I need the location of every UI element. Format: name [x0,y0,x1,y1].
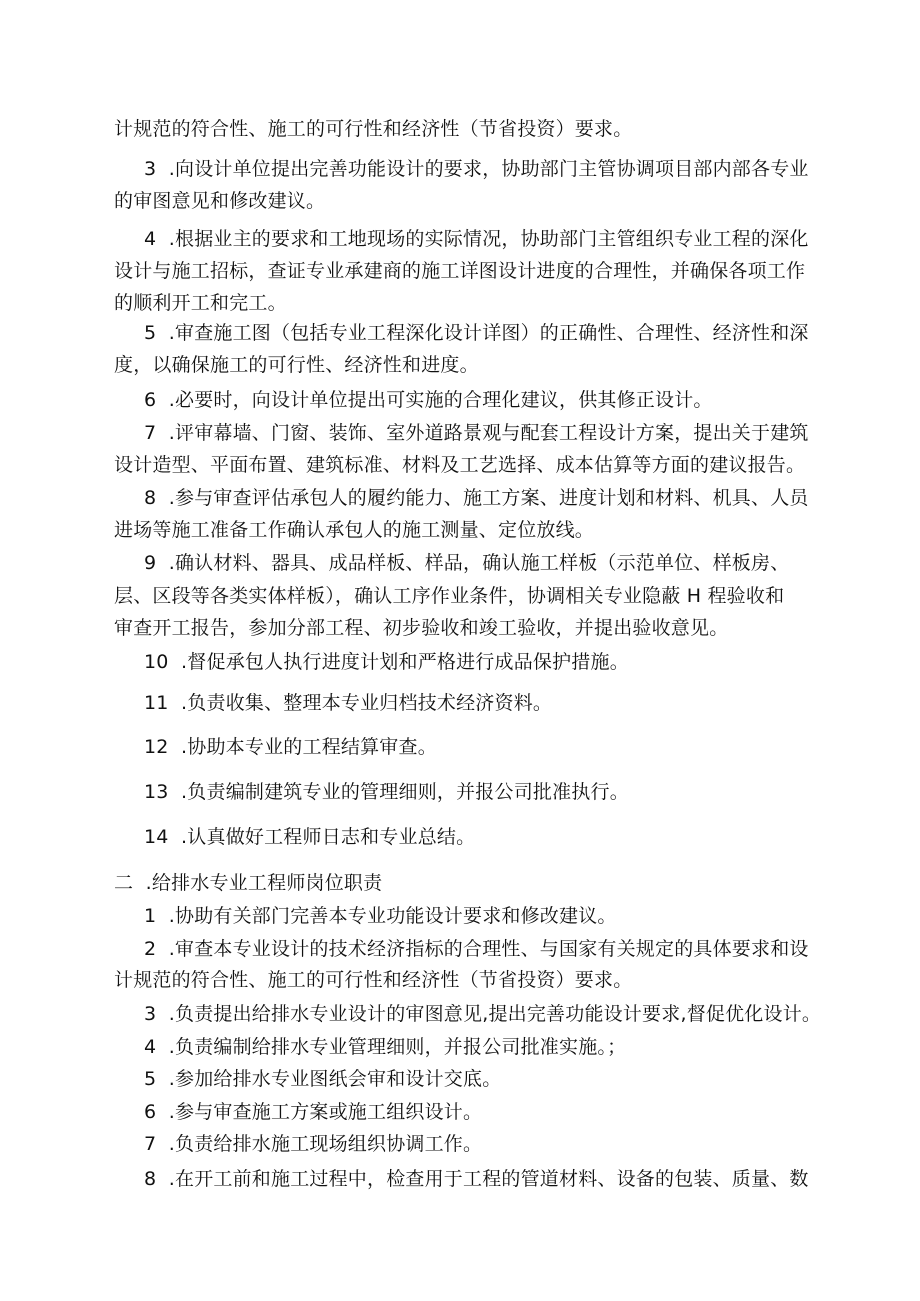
text-line: 层、区段等各类实体样板），确认工序作业条件，协调相关专业隐蔽 H 程验收和 [114,585,785,607]
text-line: 2 .审查本专业设计的技术经济指标的合理性、与国家有关规定的具体要求和设 [144,938,809,960]
text-line: 13 .负责编制建筑专业的管理细则，并报公司批准执行。 [144,781,629,803]
text-line: 7 .负责给排水施工现场组织协调工作。 [144,1133,483,1155]
text-line: 5 .审查施工图（包括专业工程深化设计详图）的正确性、合理性、经济性和深 [144,322,809,344]
text-line: 5 .参加给排水专业图纸会审和设计交底。 [144,1068,502,1090]
text-line: 11 .负责收集、整理本专业归档技术经济资料。 [144,692,553,714]
text-line: 3 .负责提出给排水专业设计的审图意见,提出完善功能设计要求,督促优化设计。 [144,1003,822,1025]
text-line: 6 .参与审查施工方案或施工组织设计。 [144,1101,483,1123]
text-line: 6 .必要时，向设计单位提出可实施的合理化建议，供其修正设计。 [144,389,713,411]
text-line: 度，以确保施工的可行性、经济性和进度。 [114,354,479,376]
text-line: 4 .负责编制给排水专业管理细则，并报公司批准实施。； [144,1036,627,1058]
text-line: 8 .在开工前和施工过程中，检查用于工程的管道材料、设备的包装、质量、数 [144,1168,809,1190]
text-line: 8 .参与审查评估承包人的履约能力、施工方案、进度计划和材料、机具、人员 [144,487,809,509]
text-line: 的审图意见和修改建议。 [114,190,326,212]
text-line: 4 .根据业主的要求和工地现场的实际情况，协助部门主管组织专业工程的深化 [144,228,809,250]
section-heading: 二 .给排水专业工程师岗位职责 [114,872,383,894]
text-line: 10 .督促承包人执行进度计划和严格进行成品保护措施。 [144,651,629,673]
text-line: 14 .认真做好工程师日志和专业总结。 [144,826,476,848]
text-line: 1 .协助有关部门完善本专业功能设计要求和修改建议。 [144,905,617,927]
text-line: 3 .向设计单位提出完善功能设计的要求，协助部门主管协调项目部内部各专业 [144,158,809,180]
text-line: 计规范的符合性、施工的可行性和经济性（节省投资）要求。 [114,969,633,991]
text-line: 12 .协助本专业的工程结算审查。 [144,736,437,758]
text-line: 7 .评审幕墙、门窗、装饰、室外道路景观与配套工程设计方案，提出关于建筑 [144,422,809,444]
text-line: 计规范的符合性、施工的可行性和经济性（节省投资）要求。 [114,118,633,140]
text-line: 审查开工报告，参加分部工程、初步验收和竣工验收，并提出验收意见。 [114,617,729,639]
text-line: 进场等施工准备工作确认承包人的施工测量、定位放线。 [114,519,595,541]
text-line: 9 .确认材料、器具、成品样板、样品，确认施工样板（示范单位、样板房、 [144,552,790,574]
text-line: 的顺利开工和完工。 [114,292,287,314]
text-line: 设计与施工招标，查证专业承建商的施工详图设计进度的合理性，并确保各项工作 [114,260,806,282]
text-line: 设计造型、平面布置、建筑标准、材料及工艺选择、成本估算等方面的建议报告。 [114,454,806,476]
